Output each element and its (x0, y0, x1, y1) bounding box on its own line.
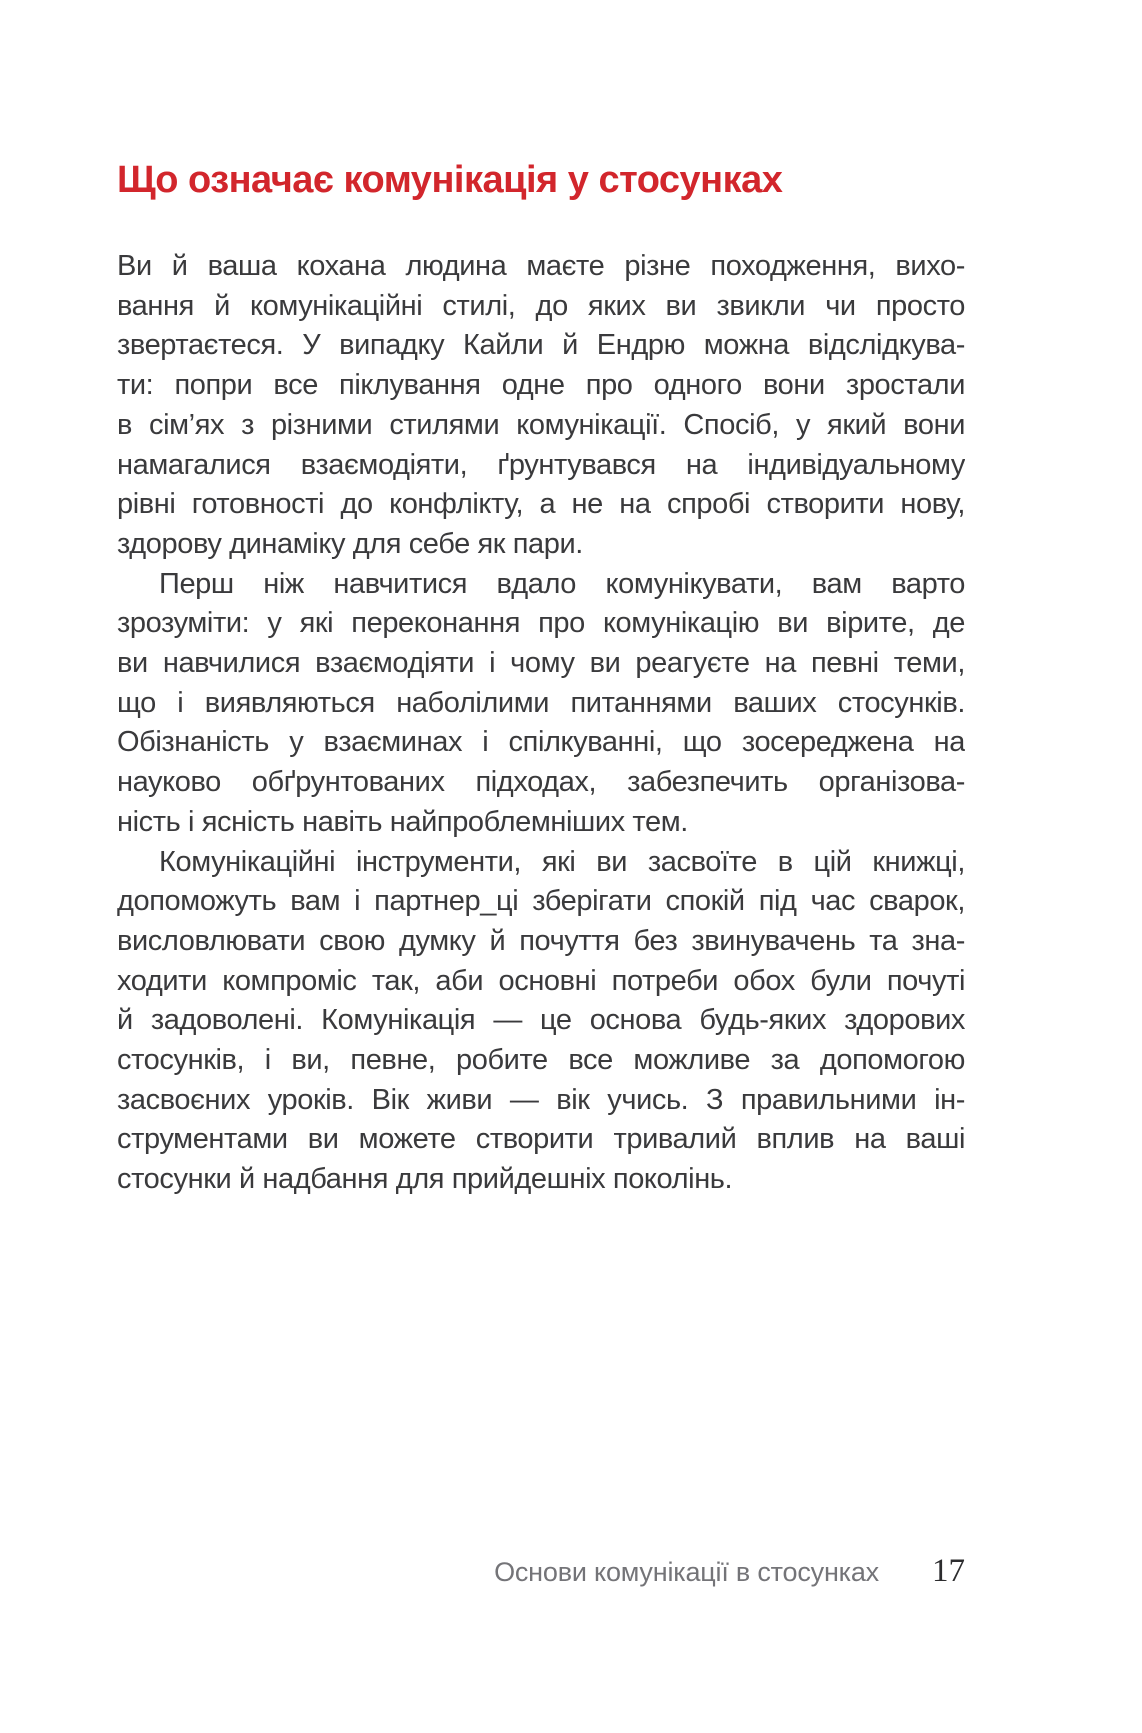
body-text-line: ти: попри все піклування одне про одного вони зростали (117, 369, 965, 402)
body-text-line: висловлювати свою думку й почуття без звинувачень та зна- (117, 924, 965, 957)
body-text-line: звертаєтеся. У випадку Кайли й Ендрю можна відслідкува- (117, 329, 965, 362)
page-number: 17 (932, 1553, 965, 1589)
body-text-line: Обізнаність у взаєминах і спілкуванні, що зосереджена на (117, 726, 965, 759)
body-text-line: науково обґрунтованих підходах, забезпечить організова- (117, 766, 965, 799)
body-text-line: зрозуміти: у які переконання про комунікацію ви вірите, де (117, 607, 965, 640)
body-text-line: Перш ніж навчитися вдало комунікувати, вам варто (159, 567, 965, 600)
page-footer (117, 1553, 965, 1590)
body-text-line: й задоволені. Комунікація — це основа будь-яких здорових (117, 1004, 965, 1037)
body-text-line: намагалися взаємодіяти, ґрунтувався на індивідуальному (117, 448, 965, 481)
body-text-line: вання й комунікаційні стилі, до яких ви звикли чи просто (117, 289, 965, 322)
body-text-line: ходити компроміс так, аби основні потреби обох були почуті (117, 964, 965, 997)
body-text-line: що і виявляються наболілими питаннями ваших стосунків. (117, 686, 965, 719)
paragraph (117, 843, 965, 1200)
paragraph (117, 247, 965, 565)
chapter-heading: Що означає комунікація у стосунках (117, 159, 783, 201)
body-text-line: здорову динаміку для себе як пари. (117, 527, 583, 560)
body-text-line: Ви й ваша кохана людина маєте різне походження, вихо- (117, 250, 965, 282)
body-text-line: ви навчилися взаємодіяти і чому ви реагуєте на певні теми, (117, 647, 965, 680)
body-text-line: засвоєних уроків. Вік живи — вік учись. З правильними ін- (117, 1083, 965, 1116)
running-footer-title: Основи комунікації в стосунках (494, 1557, 879, 1587)
paragraph (117, 565, 965, 843)
body-text (117, 247, 965, 1200)
body-text-line: стосунки й надбання для прийдешніх поколінь. (117, 1163, 733, 1196)
body-text-line: стосунків, і ви, певне, робите все можливе за допомогою (117, 1044, 965, 1077)
body-text-line: в сім’ях з різними стилями комунікації. Спосіб, у який вони (117, 408, 965, 441)
body-text-line: допоможуть вам і партнер_ці зберігати спокій під час сварок, (117, 885, 965, 918)
body-text-line: ність і ясність навіть найпроблемніших тем. (117, 805, 688, 838)
body-text-line: рівні готовності до конфлікту, а не на спробі створити нову, (117, 488, 965, 521)
body-text-line: струментами ви можете створити тривалий вплив на ваші (117, 1123, 965, 1156)
body-text-line: Комунікаційні інструменти, які ви засвоїте в цій книжці, (159, 845, 965, 878)
